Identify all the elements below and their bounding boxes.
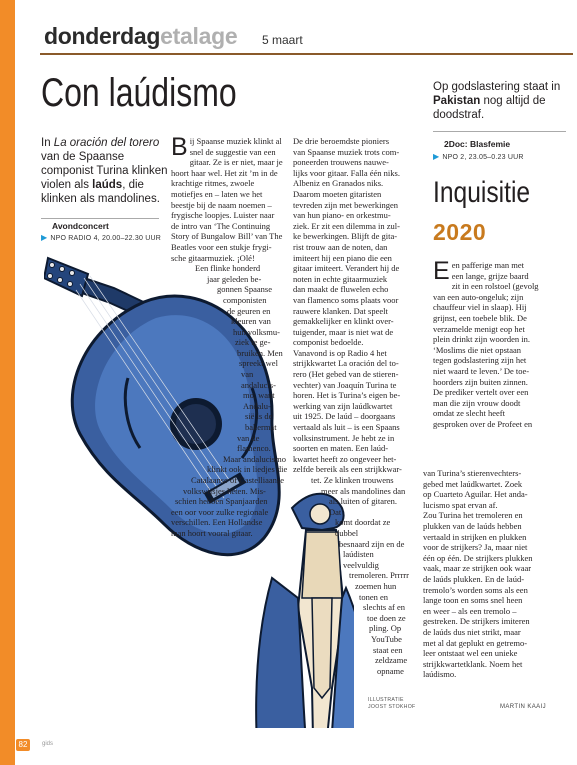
text-line: soorten en maten. Een laúd- <box>293 443 389 454</box>
text-line: tuigender, maar is niet wat de <box>293 326 394 337</box>
text-line: vechter) van Joaquín Turina te <box>293 379 397 390</box>
text-line: laúdismo. <box>423 669 457 680</box>
text-line: de geuren en <box>227 305 271 316</box>
text-line: plukken van de laúds hebben <box>423 520 522 531</box>
sidebar-body-text <box>433 257 569 430</box>
text-line: volksinstrument. Je hebt ze in <box>293 432 395 443</box>
margin-gap <box>15 0 20 765</box>
text-line: laúdisten veelvuldig <box>343 549 379 570</box>
program-label: Avondconcert <box>52 221 109 231</box>
text-line: van Spaanse muziek trots com- <box>293 146 400 157</box>
text-line: Een flinke honderd <box>195 263 261 274</box>
text-line: van Turina’s stierenvechters- <box>423 468 522 478</box>
text-line: werking van zijn laúdkwartet <box>293 400 393 411</box>
text-line: sië is de bakermat <box>245 411 277 433</box>
section-sub: etalage <box>160 23 238 49</box>
text-line: strijkkwartet La oración del to- <box>293 358 399 369</box>
text-line: verzamelde menigt eop het <box>433 323 525 334</box>
page-number: 82 <box>16 739 30 751</box>
text-line: rauwere klanken. Dat speelt <box>293 305 388 316</box>
text-line: vertaald in strijken en plukken <box>423 531 527 542</box>
text-line: verschillen. Een Hollandse <box>171 517 263 528</box>
text-line: ke bewerkingen. Blijft de gita- <box>293 231 398 242</box>
text-line: lange toon en soms snel heen <box>423 595 523 606</box>
text-line: componist bedoelde. <box>293 337 364 348</box>
text-line: en pafferige man met <box>451 260 524 270</box>
text-line: kwartet heeft zo ongeveer het- <box>293 453 397 464</box>
text-line: ziek te ge- <box>235 337 271 348</box>
text-line: lijks voor gitaar. Falla één niks. <box>293 167 400 178</box>
text-line: de intro van ‘The Continuing <box>171 220 271 231</box>
text-line: gemakkelijker en klinkt over- <box>293 316 394 327</box>
text-line: met al dat geplukt en getremo- <box>423 637 528 648</box>
text-line: meer als mandolines dan <box>321 485 406 496</box>
text-line: uit 1925. De laúd – doorgaans <box>293 411 396 422</box>
text-line: en weer – als een tremolo – <box>423 605 517 616</box>
text-line: kleuren van <box>231 316 271 327</box>
text-line: beestje bij de naam noemen – <box>171 199 272 210</box>
text-line: volkswijsjes heten. Mis- <box>183 485 266 496</box>
text-line: poneerden trouwens nauwe- <box>293 157 389 168</box>
text-line: ‘Moslims die niet opstaan <box>433 344 522 355</box>
magazine-name: gids <box>42 741 54 747</box>
text-line: niet waard te leven.’ De toe- <box>433 365 530 376</box>
text-line: tevreden zijn met bewerkingen <box>293 199 399 210</box>
pull-quote: Op godslastering staat in Pakistan nog altijd de doodstraf. <box>433 81 561 121</box>
text-line: de laúds plukken. En de laúd- <box>423 573 525 584</box>
column-2-text <box>293 136 409 676</box>
text-line: leer ontstaat wel een unieke <box>423 648 518 659</box>
text-line: strijkkwartetklank. Noem het <box>423 658 523 669</box>
text-line: ij Spaanse muziek klinkt al <box>189 136 282 146</box>
text-line: man die zijn vrouw doodt <box>433 397 521 408</box>
text-line: tonen en <box>359 591 389 602</box>
text-line: op Cuarteto Aguilar. Het anda- <box>423 489 528 500</box>
text-line: vaak, maar ze strijken ook waar <box>423 563 532 574</box>
text-line: van flamenco soms plaats voor <box>293 294 399 305</box>
text-line: zelfde bereik als een strijkkwar- <box>293 464 402 475</box>
text-line: ziek. Er zit een dilemma in zul- <box>293 220 400 231</box>
text-line: krachtige ritmes, zwoele <box>171 178 255 189</box>
section-heading <box>44 25 237 48</box>
text-line: bruiken. Men <box>237 347 283 358</box>
text-line: noten in echte gitaarmuziek <box>293 273 388 284</box>
section-main: donderdag <box>44 23 161 49</box>
sidebar-program-time: ▶ NPO 2, 23.05–0.23 UUR <box>433 152 524 161</box>
illustration-credit: ILLUSTRATIE JOOST STOKHOF <box>368 697 416 710</box>
article-intro: In La oración del torero van de Spaanse componist Turina klinken violen als laúds, die klinken als mandolines. <box>41 137 168 205</box>
text-line: hun volksmu- <box>233 326 280 337</box>
header-rule <box>40 53 573 55</box>
program-time: ▶ NPO RADIO 4, 20.00–22.30 UUR <box>41 233 162 242</box>
column-1-text <box>171 133 289 539</box>
text-line: lucismo spat ervan af. <box>423 499 498 510</box>
sidebar-year: 2020 <box>433 219 487 245</box>
text-line: motiefjes en – laten we het <box>171 188 263 199</box>
text-line: gesproken over de Profeet en <box>433 418 533 429</box>
text-line: frygische loopjes. Luister naar <box>171 210 275 221</box>
text-line: man hoort vooral gitaar. <box>171 527 253 538</box>
text-line: Zou Turina het tremoleren en <box>423 510 523 521</box>
text-line: een oor voor zulke regionale <box>171 506 269 517</box>
text-line: De drie beroemdste pioniers <box>293 136 390 146</box>
text-line: imiteert hij een piano die een <box>293 252 392 263</box>
orange-margin-stripe <box>0 0 15 765</box>
text-line: Albeniz en Granados niks. <box>293 178 384 189</box>
sidebar-dropcap: E <box>433 257 450 285</box>
text-line: spreekt wel <box>239 358 278 369</box>
text-line: snel de suggestie van een <box>189 146 276 157</box>
text-line: de laúds dus niet strikt, maar <box>423 626 521 637</box>
text-line: Maar andalucismo <box>223 453 287 464</box>
text-line: Catalaanse of Castelliaanse <box>191 475 284 485</box>
text-line: één op één. De strijkers plukken <box>423 552 533 563</box>
text-line: van een auto-ongeluk; zijn <box>433 291 524 302</box>
text-line: van andalucis- <box>241 369 276 390</box>
text-line: staat een <box>373 644 403 655</box>
text-line: schien hebben Spanjaarden <box>175 496 268 507</box>
text-line: een lange, grijze baard <box>451 270 529 281</box>
text-line: grijnst, een toebele blik. De <box>433 312 527 323</box>
issue-date: 5 maart <box>262 33 303 47</box>
text-line: YouTube <box>371 633 402 644</box>
dropcap: B <box>171 133 188 161</box>
text-line: sche gitaarmuziek. ¡Olé! <box>171 252 255 263</box>
text-line: Story of Bungalow Bill’ van The <box>171 231 283 242</box>
text-line: tegen godslastering zijn het <box>433 355 527 366</box>
text-line: gitaar. Ze is er niet, maar je <box>189 157 283 168</box>
text-line: voor de strijkers? Ja, maar niet <box>423 542 528 553</box>
sidebar-title: Inquisitie <box>433 176 531 209</box>
text-line: slechts af en <box>363 602 406 613</box>
sidebar-rule <box>433 131 566 132</box>
text-line: De prediker vertelt over een <box>433 387 529 398</box>
text-line: zoemen hun <box>355 580 397 591</box>
play-arrow-icon: ▶ <box>41 233 48 242</box>
text-line: besnaard zijn en de <box>339 538 405 549</box>
text-line: pling. Op <box>369 623 402 634</box>
text-line: zit in een rolstoel (gevolg <box>451 281 539 292</box>
text-line: Beatles voor een stukje frygi- <box>171 241 272 252</box>
text-line: omdat ze slecht heeft <box>433 408 505 419</box>
text-line: Daarom moeten gitaristen <box>293 188 382 199</box>
text-line: klinkt ook in liedjes die <box>207 464 288 475</box>
text-line: vertaald als luit – is een Spaans <box>293 422 400 433</box>
program-rule <box>41 218 159 219</box>
sidebar-program-label: 2Doc: Blasfemie <box>444 139 511 149</box>
text-line: tremoleren. Prrrrr <box>349 570 409 581</box>
text-line: jaar geleden be- <box>207 273 262 284</box>
article-title: Con laúdismo <box>41 71 237 115</box>
text-line: toe doen ze <box>367 612 406 623</box>
text-line: chauffeur viel in slaap). Hij <box>433 302 527 313</box>
author-signature: MARTIN KAAIJ <box>500 704 547 710</box>
column-3-text <box>423 468 573 680</box>
text-line: komt doordat ze dubbel <box>335 517 391 538</box>
text-line: gestreken. De strijkers imiteren <box>423 616 530 627</box>
text-line: rist trouw aan de noten, dan <box>293 241 388 252</box>
text-line: tremolo’s worden soms als een <box>423 584 528 595</box>
text-line: als luiten of gitaren. Dat <box>329 496 397 517</box>
text-line: hoort haar wel. Het zit ’m in de <box>171 167 278 178</box>
text-line: dan maakt de fluwelen echo <box>293 284 389 295</box>
text-line: plein drinkt zijn woorden in. <box>433 334 531 345</box>
text-line: opname <box>377 665 404 676</box>
text-line: gebed met laúdkwartet. Zoek <box>423 478 523 489</box>
text-line: van de flamenco. <box>237 432 271 454</box>
text-line: zeldzame <box>375 655 408 666</box>
text-line: mo, want Andalu- <box>243 390 275 411</box>
play-arrow-icon: ▶ <box>433 152 440 161</box>
text-line: componisten <box>223 294 267 305</box>
text-line: hoorders zijn buiten zinnen. <box>433 376 528 387</box>
text-line: tet. Ze klinken trouwens <box>311 475 394 485</box>
text-line: gonnen Spaanse <box>217 284 273 295</box>
text-line: Vanavond is op Radio 4 het <box>293 347 387 358</box>
text-line: horen. Het is Turina’s eigen be- <box>293 390 401 401</box>
text-line: gitaar imiteert. Verandert hij de <box>293 263 400 274</box>
text-line: van hun piano- en orkestmu- <box>293 210 391 221</box>
text-line: rero (Het gebed van de stieren- <box>293 369 399 380</box>
